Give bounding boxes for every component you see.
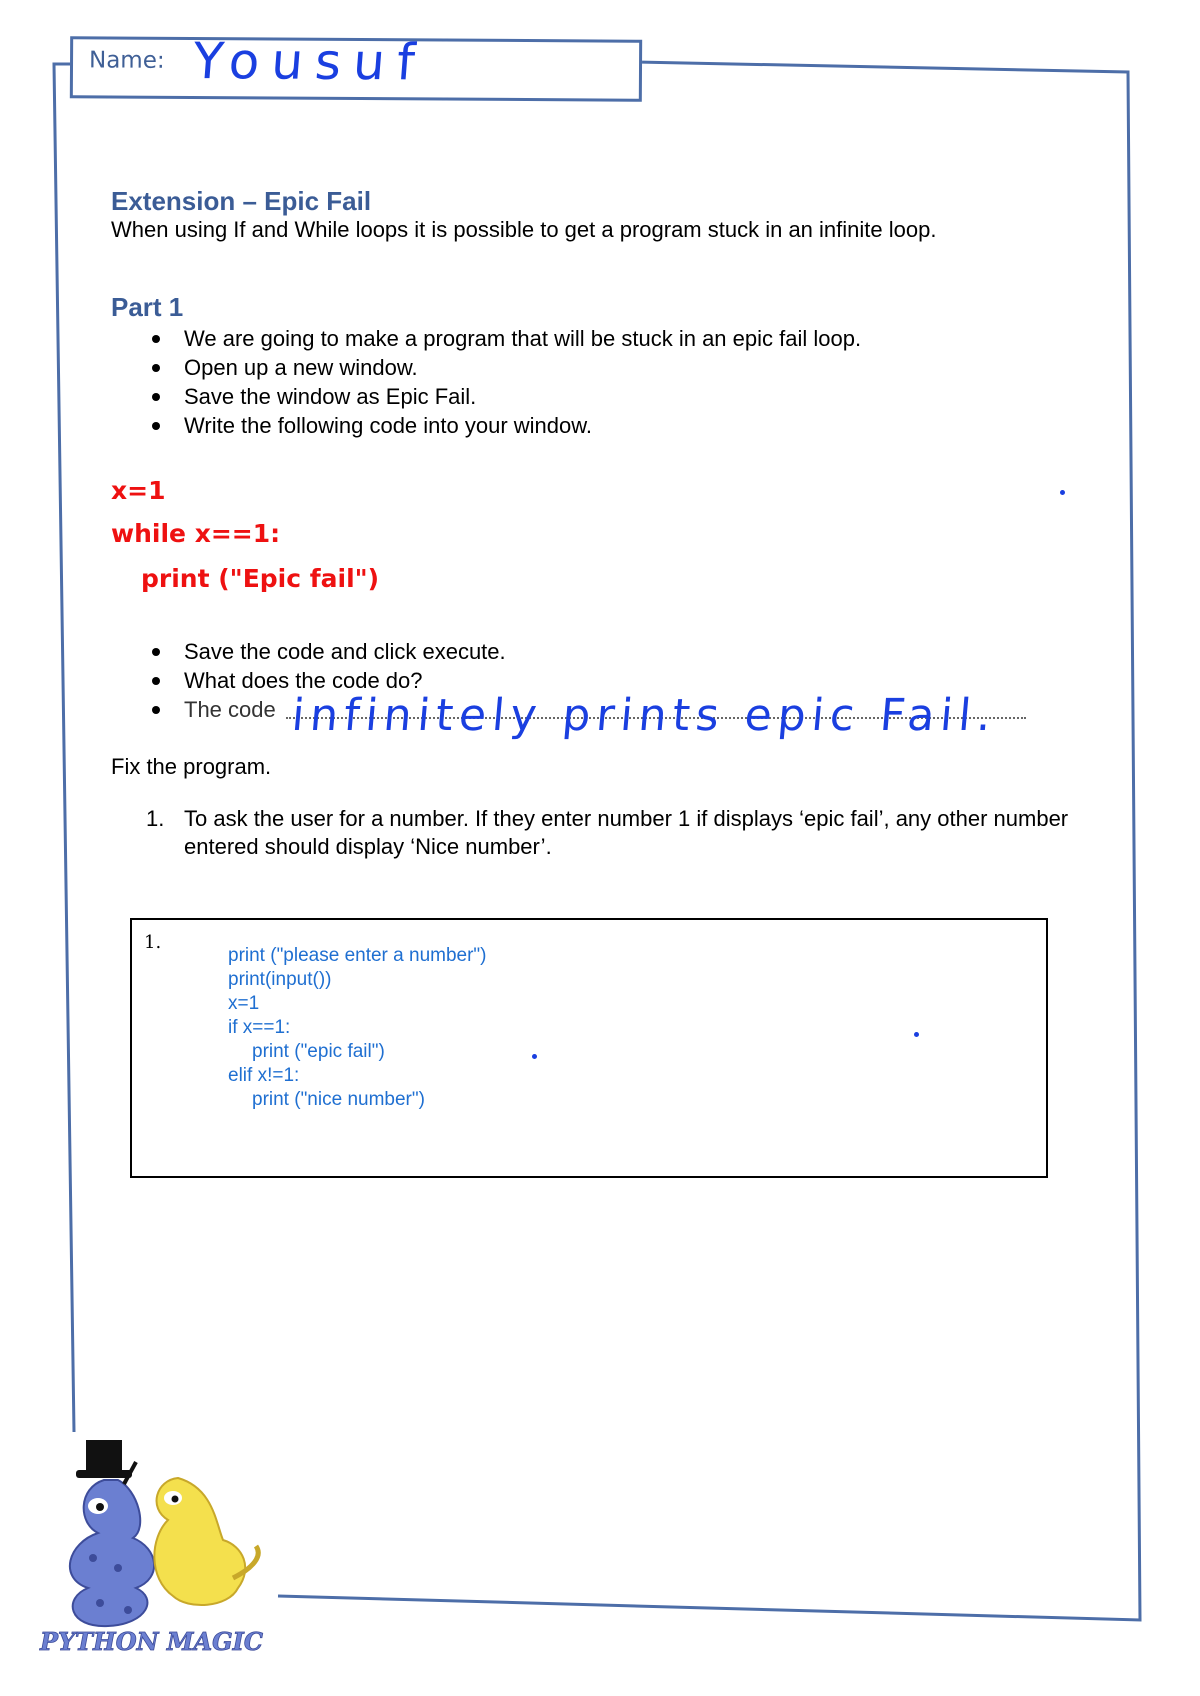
name-handwritten: Yousuf	[190, 32, 429, 92]
extension-title: Extension – Epic Fail	[111, 186, 372, 216]
list-item: We are going to make a program that will be stuck in an epic fail loop.	[148, 324, 861, 353]
task-text-rest: If they enter number 1 if displays ‘epic fail’, any other number entered should display ‘Nice number’.	[184, 806, 1069, 859]
list-item: The code	[148, 695, 506, 724]
answer-code-line: if x==1:	[228, 1017, 291, 1038]
answer-code-line: x=1	[228, 993, 260, 1014]
ink-dot	[532, 1054, 537, 1059]
ink-dot	[914, 1032, 919, 1037]
code-line: x=1	[111, 476, 166, 505]
task-number: 1.	[146, 806, 165, 831]
answer-code-line: print ("please enter a number")	[228, 945, 487, 966]
python-magic-logo	[38, 1428, 278, 1658]
code-line: print ("Epic fail")	[141, 564, 380, 593]
code-line: while x==1:	[111, 519, 281, 548]
answer-box	[130, 918, 1048, 1178]
name-box	[70, 32, 642, 101]
list-item: Save the code and click execute.	[148, 637, 506, 666]
extension-intro: When using If and While loops it is possible to get a program stuck in an infinite loop.	[111, 217, 937, 242]
list-item: Open up a new window.	[148, 353, 861, 382]
list-item: What does the code do?	[148, 666, 506, 695]
handwritten-answer: infinitely prints epic Fail.	[289, 690, 1000, 741]
part1-steps	[148, 324, 861, 440]
task-text	[184, 805, 1084, 861]
answer-code-line: print ("epic fail")	[252, 1041, 385, 1062]
ink-dot	[1060, 490, 1065, 495]
part1-title: Part 1	[111, 292, 184, 322]
list-item: Write the following code into your window.	[148, 411, 861, 440]
task-text-bold: To ask the user for a number.	[184, 806, 469, 831]
logo-text: PYTHON MAGIC	[40, 1627, 263, 1656]
list-item: Save the window as Epic Fail.	[148, 382, 861, 411]
fix-heading: Fix the program.	[111, 754, 272, 779]
answer-code-line: print ("nice number")	[252, 1089, 425, 1110]
answer-box-number: 1.	[144, 932, 162, 953]
name-label: Name:	[88, 47, 165, 74]
answer-code	[228, 944, 487, 1112]
answer-code-line: elif x!=1:	[228, 1065, 300, 1086]
answer-code-line: print(input())	[228, 969, 332, 990]
